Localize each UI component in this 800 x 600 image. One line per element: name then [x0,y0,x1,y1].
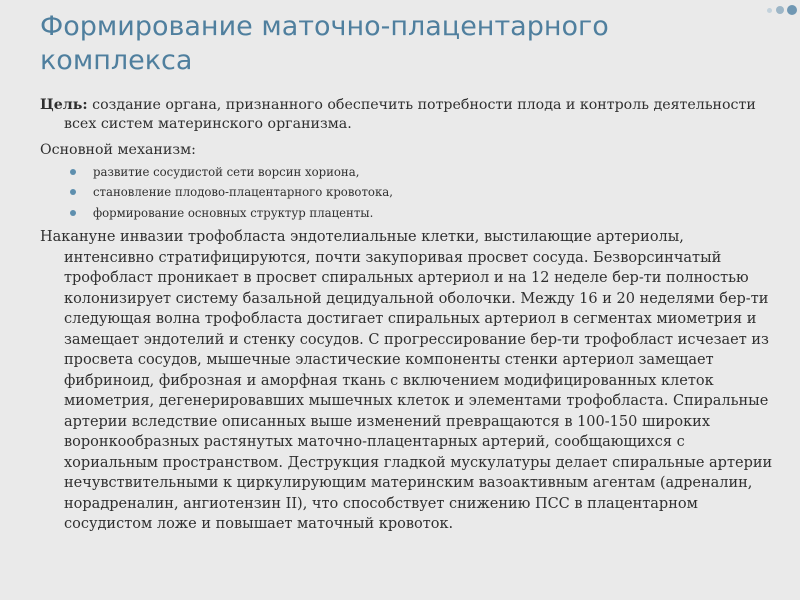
list-item-text: развитие сосудистой сети ворсин хориона, [93,164,360,179]
corner-decoration-icon [764,4,800,18]
list-item [40,162,778,183]
goal-label: Цель: [40,97,88,113]
body-paragraph: Накануне инвазии трофобласта эндотелиальные клетки, выстилающие артериолы, интенсивно стратифицируются, почти закупоривая просвет сосуда. Безворсинчатый трофобласт проникает в просвет спиральных артериол и на 12 неделе бер-ти полностью колонизирует систему базальной децидуальной оболочки. Между 16 и 20 неделями бер-ти следующая волна трофобласта достигает спиральных артериол в сегментах миометрия и замещает эндотелий и стенку сосудов. С прогрессирование бер-ти трофобласт исчезает из просвета сосудов, мышечные эластические компоненты стенки артериол замещает фибриноид, фиброзная и аморфная ткань с включением модифицированных клеток миометрия, дегенерировавших мышечных клеток и элементами трофобласта. Спиральные артерии вследствие описанных выше изменений превращаются в 100-150 широких воронкообразных растянутых маточно-плацентарных артерий, сообщающихся с хориальным пространством. Деструкция гладкой мускулатуры делает спиральные артерии нечувствительными к циркулирующим материнским вазоактивным агентам (адреналин, норадреналин, ангиотензин II), что способствует снижению ПСС в плацентарном сосудистом ложе и повышает маточный кровоток. [40,229,773,533]
goal-text: создание органа, признанного обеспечить потребности плода и контроль деятельности всех систем материнского организма. [64,97,756,133]
list-item-text: формирование основных структур плаценты. [93,205,374,220]
bullet-icon [70,189,76,195]
decor-dot-icon [776,6,784,14]
slide-title: Формирование маточно-плацентарного комплекса [40,11,609,76]
slide-content [40,96,778,535]
mechanism-list [40,162,778,224]
bullet-icon [70,169,76,175]
mechanism-heading: Основной механизм: [40,141,196,158]
goal-paragraph [40,96,778,135]
list-item-text: становление плодово-плацентарного кровотока, [93,185,393,200]
list-item [40,182,778,203]
bullet-icon [70,210,76,216]
decor-dot-icon [787,5,797,15]
list-item [40,203,778,224]
decor-dot-icon [767,8,772,13]
